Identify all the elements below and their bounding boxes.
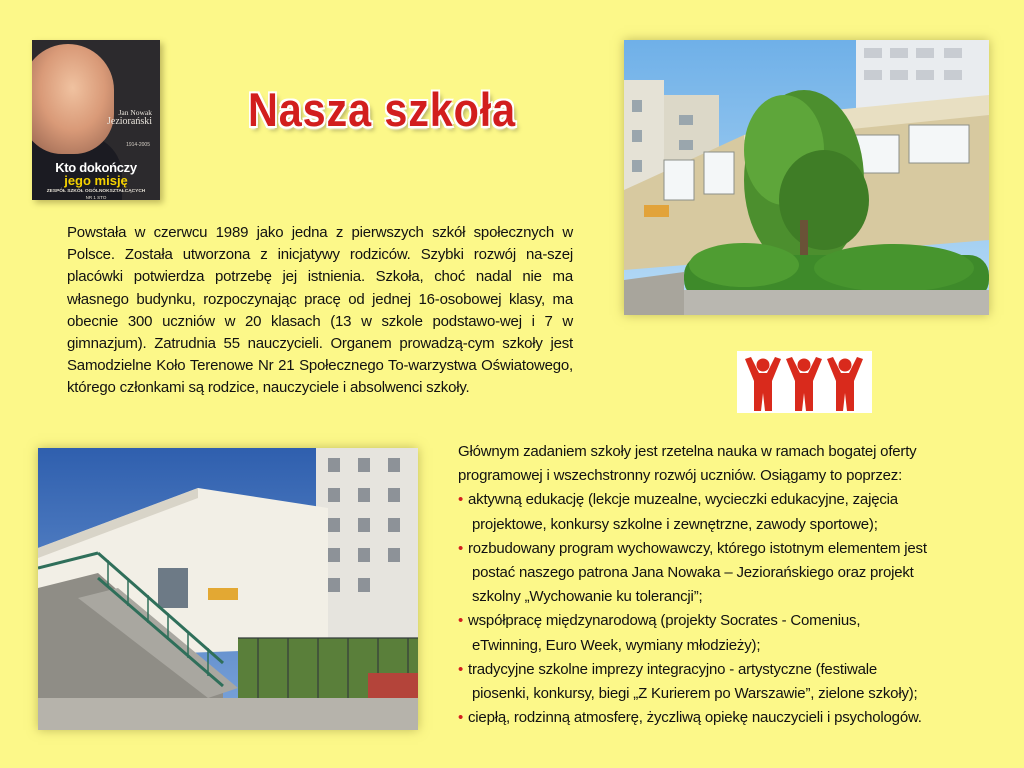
- slide-title: Nasza szkoła: [248, 83, 517, 136]
- goal-item: [458, 609, 998, 633]
- cover-title-line1: Kto dokończy: [55, 160, 137, 175]
- goal-line: ciepłą, rodzinną atmosferę, życzliwą opiekę nauczycieli i psychologów.: [468, 709, 922, 727]
- goal-line: eTwinning, Euro Week, wymiany młodzieży);: [472, 636, 761, 654]
- goal-line: projektowe, konkursy szkolne i zewnętrzne, zawody sportowe);: [472, 515, 878, 533]
- goal-line: postać naszego patrona Jana Nowaka – Jeziorańskiego oraz projekt: [472, 564, 914, 582]
- goal-item: [458, 658, 998, 682]
- logo-figures-icon: [737, 351, 872, 413]
- bullet-icon: •: [458, 539, 464, 557]
- cover-school-line2: NR 1 STO: [85, 195, 107, 200]
- goal-line: piosenki, konkursy, biegi „Z Kurierem po Warszawie”, zielone szkoły);: [472, 685, 918, 703]
- cover-author-line2: Jeziorański: [107, 116, 152, 127]
- goal-line: współpracę międzynarodową (projekty Socrates - Comenius,: [468, 612, 861, 630]
- school-entrance-photo: [38, 448, 418, 730]
- cover-title-line2: jego misję: [64, 173, 128, 188]
- bullet-icon: •: [458, 660, 464, 678]
- book-cover-image: [32, 40, 160, 200]
- cover-portrait-face: [32, 44, 114, 154]
- school-entrance-photo-drawing: [38, 448, 418, 730]
- goal-item: [458, 706, 998, 730]
- bullet-icon: •: [458, 491, 464, 509]
- goal-line: tradycyjne szkolne imprezy integracyjno - artystyczne (festiwale: [468, 660, 878, 678]
- goals-intro: Głównym zadaniem szkoły jest rzetelna nauka w ramach bogatej oferty programowej i wszechstronny rozwój uczniów. Osiągamy to poprzez:: [458, 443, 917, 485]
- cover-school-line1: ZESPÓŁ SZKÓŁ OGÓLNOKSZTAŁCĄCYCH: [46, 189, 146, 194]
- school-building-photo: [624, 40, 989, 315]
- school-goals-paragraph: [458, 440, 998, 730]
- goal-line: aktywną edukację (lekcje muzealne, wycieczki edukacyjne, zajęcia: [468, 491, 898, 509]
- cover-author-line1: Jan Nowak: [118, 108, 152, 117]
- goal-line: szkolny „Wychowanie ku tolerancji”;: [472, 588, 703, 606]
- goal-line: rozbudowany program wychowawczy, którego istotnym elementem jest: [468, 539, 927, 557]
- sto-logo: [737, 351, 872, 413]
- bullet-icon: •: [458, 709, 464, 727]
- goal-item: [458, 537, 998, 561]
- school-building-photo-drawing: [624, 40, 989, 315]
- bullet-icon: •: [458, 612, 464, 630]
- school-history-paragraph: Powstała w czerwcu 1989 jako jedna z pierwszych szkół społecznych w Polsce. Została utworzona z inicjatywy rodziców. Szybki rozwój na-szej placówki potwierdza potrzebę jej istnienia. Szkoła, choć nadal nie ma własnego budynku, rozpoczynając pracę od jednej 16-osobowej klasy, ma obecnie 300 uczniów w 20 klasach (13 w szkole podstawo-wej i 7 w gimnazjum). Zatrudnia 55 nauczycieli. Organem prowadzą-cym szkoły jest Samodzielne Koło Terenowe Nr 21 Społecznego To-warzystwa Oświatowego, którego członkami są rodzice, nauczyciele i absolwenci szkoły.: [67, 224, 573, 397]
- cover-author: [102, 108, 152, 126]
- goal-item: [458, 488, 998, 512]
- cover-years: 1914-2005: [126, 142, 150, 148]
